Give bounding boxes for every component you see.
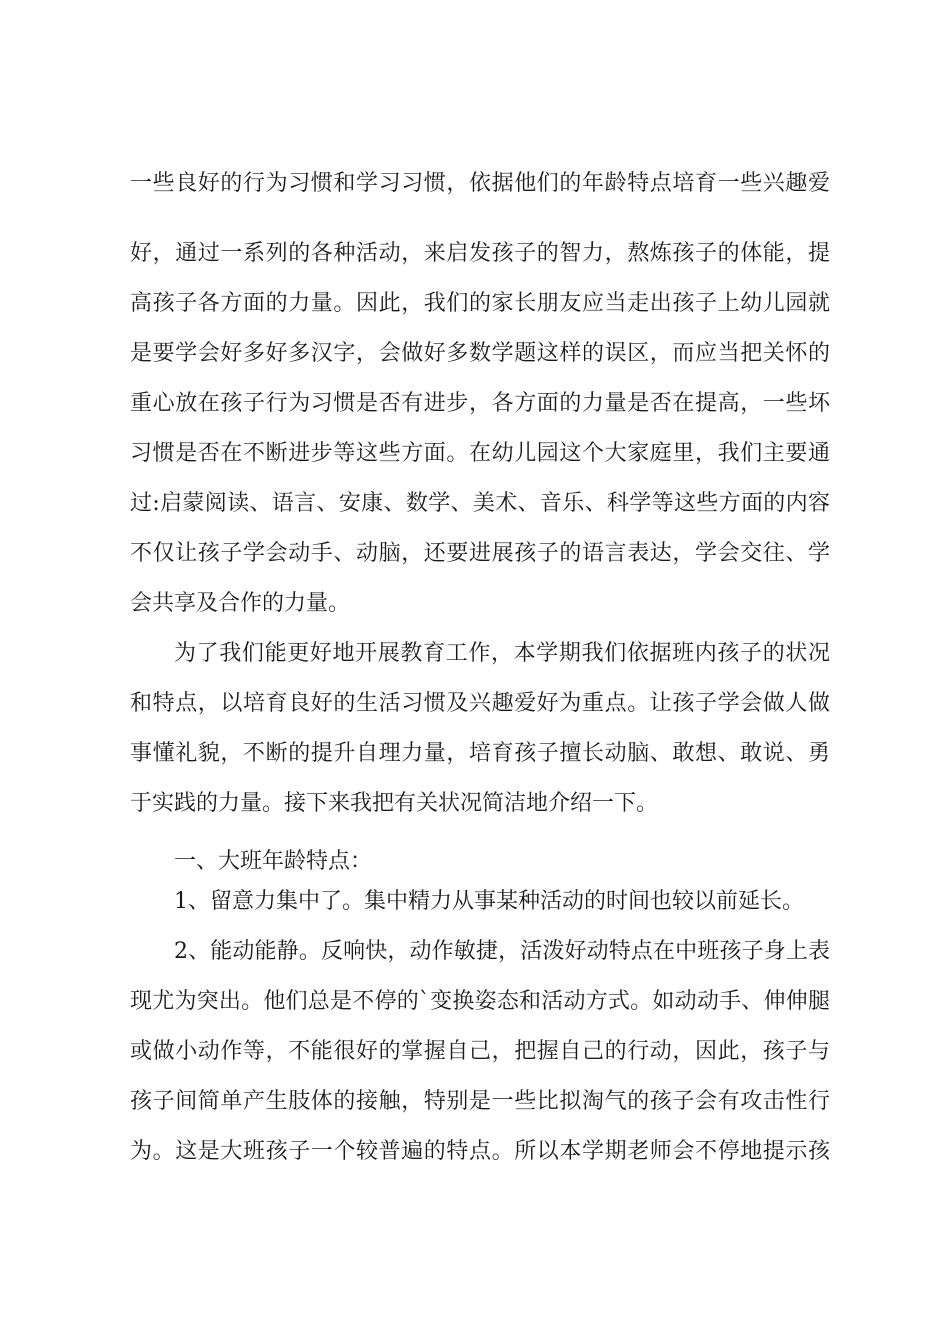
text-line: 和特点，以培育良好的生活习惯及兴趣爱好为重点。让孩子学会做人做 [130,691,830,716]
text-line: 重心放在孩子行为习惯是否有进步，各方面的力量是否在提高，一些坏 [130,391,830,416]
list-item: 1、留意力集中了。集中精力从事某种活动的时间也较以前延长。 [174,889,804,914]
text-line: 为。这是大班孩子一个较普遍的特点。所以本学期老师会不停地提示孩 [130,1139,830,1164]
text-line: 过:启蒙阅读、语言、安康、数学、美术、音乐、科学等这些方面的内容 [130,491,830,516]
text-line: 于实践的力量。接下来我把有关状况简洁地介绍一下。 [130,791,659,816]
text-line: 一些良好的行为习惯和学习习惯，依据他们的年龄特点培育一些兴趣爱 [130,171,830,196]
text-line: 会共享及合作的力量。 [130,591,351,616]
text-line: 习惯是否在不断进步等这些方面。在幼儿园这个大家庭里，我们主要通 [130,441,830,466]
text-line: 是要学会好多好多汉字，会做好多数学题这样的误区，而应当把关怀的 [130,341,830,366]
section-heading: 一、大班年龄特点： [174,849,373,874]
text-line: 事懂礼貌，不断的提升自理力量，培育孩子擅长动脑、敢想、敢说、勇 [130,741,830,766]
text-line: 或做小动作等，不能很好的掌握自己，把握自己的行动，因此，孩子与 [130,1039,830,1064]
paragraph-first-line: 为了我们能更好地开展教育工作，本学期我们依据班内孩子的状况 [174,641,830,666]
text-line: 好，通过一系列的各种活动，来启发孩子的智力，熬炼孩子的体能，提 [130,241,830,266]
text-line: 现尤为突出。他们总是不停的`变换姿态和活动方式。如动动手、伸伸腿 [130,989,830,1014]
list-item: 2、能动能静。反响快，动作敏捷，活泼好动特点在中班孩子身上表 [174,939,830,964]
text-line: 高孩子各方面的力量。因此，我们的家长朋友应当走出孩子上幼儿园就 [130,291,830,316]
text-line: 孩子间简单产生肢体的接触，特别是一些比拟淘气的孩子会有攻击性行 [130,1089,830,1114]
text-line: 不仅让孩子学会动手、动脑，还要进展孩子的语言表达，学会交往、学 [130,541,830,566]
